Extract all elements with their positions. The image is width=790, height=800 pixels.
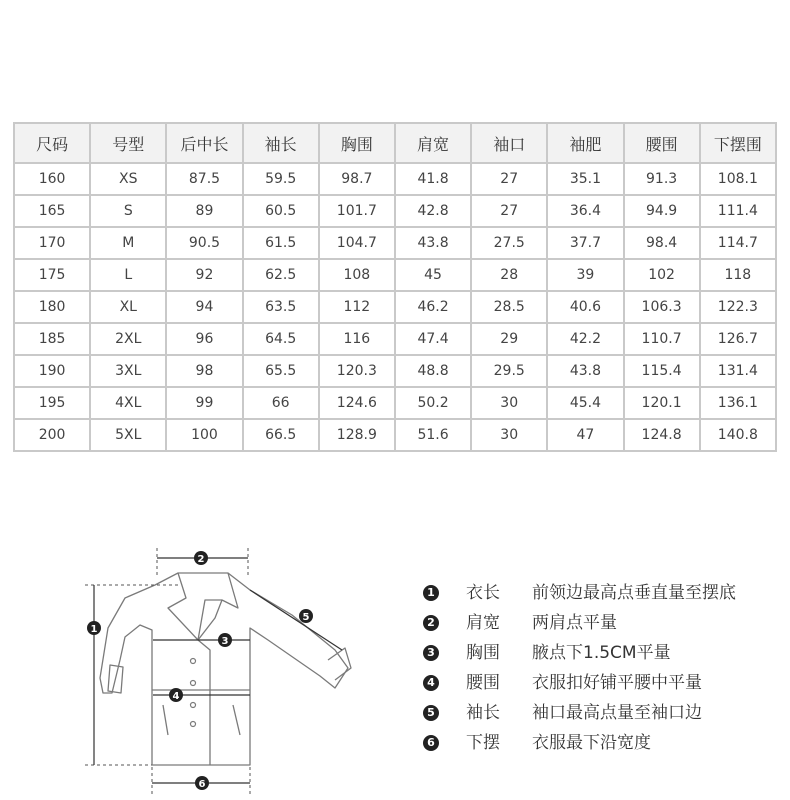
table-cell: 115.4 [624,355,700,387]
header-cell: 袖口 [471,123,547,163]
legend-number: 5 [423,705,439,721]
table-cell: 59.5 [243,163,319,195]
table-cell: 124.6 [319,387,395,419]
legend-term: 衣长 [466,583,500,603]
table-cell: 136.1 [700,387,776,419]
header-cell: 腰围 [624,123,700,163]
table-row [14,419,776,451]
table-cell: 87.5 [166,163,242,195]
table-cell: XL [90,291,166,323]
table-cell: 180 [14,291,90,323]
legend-description: 衣服扣好铺平腰中平量 [532,673,702,693]
table-cell: 41.8 [395,163,471,195]
table-cell: 140.8 [700,419,776,451]
table-cell: 40.6 [547,291,623,323]
table-cell: 66 [243,387,319,419]
table-cell: 47 [547,419,623,451]
table-cell: 90.5 [166,227,242,259]
table-cell: 5XL [90,419,166,451]
table-cell: 60.5 [243,195,319,227]
table-cell: 61.5 [243,227,319,259]
header-cell: 后中长 [166,123,242,163]
table-cell: XS [90,163,166,195]
table-cell: 165 [14,195,90,227]
table-cell: 124.8 [624,419,700,451]
table-cell: 45 [395,259,471,291]
table-cell: 39 [547,259,623,291]
table-cell: 99 [166,387,242,419]
table-cell: 190 [14,355,90,387]
table-cell: 96 [166,323,242,355]
table-cell: 45.4 [547,387,623,419]
table-cell: 185 [14,323,90,355]
table-row [14,355,776,387]
table-cell: 92 [166,259,242,291]
marker-5: 5 [302,612,310,623]
table-row [14,323,776,355]
table-cell: 28.5 [471,291,547,323]
legend-description: 袖口最高点量至袖口边 [532,703,702,723]
header-cell: 尺码 [14,123,90,163]
table-cell: 98.7 [319,163,395,195]
legend-term: 下摆 [466,733,500,753]
legend-description: 前领边最高点垂直量至摆底 [532,583,736,603]
header-cell: 下摆围 [700,123,776,163]
table-cell: 104.7 [319,227,395,259]
table-row [14,163,776,195]
legend-number: 6 [423,735,439,751]
table-cell: 62.5 [243,259,319,291]
table-cell: 126.7 [700,323,776,355]
coat-collar [168,573,238,640]
marker-1: 1 [90,624,98,635]
table-cell: 89 [166,195,242,227]
table-cell: 91.3 [624,163,700,195]
table-cell: 175 [14,259,90,291]
table-row [14,227,776,259]
marker-3: 3 [221,636,229,647]
table-cell: 37.7 [547,227,623,259]
table-cell: 46.2 [395,291,471,323]
table-cell: 128.9 [319,419,395,451]
table-cell: 112 [319,291,395,323]
table-cell: 120.3 [319,355,395,387]
legend-number: 2 [423,615,439,631]
legend-term: 袖长 [466,703,500,723]
table-row [14,195,776,227]
table-cell: M [90,227,166,259]
size-table [13,122,777,452]
legend-description: 腋点下1.5CM平量 [532,643,671,663]
table-cell: 102 [624,259,700,291]
table-cell: 42.2 [547,323,623,355]
table-cell: 101.7 [319,195,395,227]
coat-outline [100,573,348,765]
header-cell: 胸围 [319,123,395,163]
table-cell: 106.3 [624,291,700,323]
table-cell: 200 [14,419,90,451]
table-cell: 122.3 [700,291,776,323]
table-cell: 35.1 [547,163,623,195]
table-cell: 27.5 [471,227,547,259]
table-cell: 98 [166,355,242,387]
table-cell: 64.5 [243,323,319,355]
table-cell: 48.8 [395,355,471,387]
table-cell: 30 [471,387,547,419]
table-cell: 3XL [90,355,166,387]
table-cell: 160 [14,163,90,195]
table-cell: 43.8 [547,355,623,387]
table-cell: 118 [700,259,776,291]
table-cell: 50.2 [395,387,471,419]
coat-measurement-diagram [70,540,370,795]
table-cell: 110.7 [624,323,700,355]
table-cell: L [90,259,166,291]
legend-number: 1 [423,585,439,601]
header-cell: 袖长 [243,123,319,163]
header-cell: 袖肥 [547,123,623,163]
table-cell: 94.9 [624,195,700,227]
legend-number: 4 [423,675,439,691]
table-cell: 51.6 [395,419,471,451]
table-row [14,387,776,419]
marker-6: 6 [198,779,206,790]
table-cell: 43.8 [395,227,471,259]
legend-description: 衣服最下沿宽度 [532,733,651,753]
legend-number: 3 [423,645,439,661]
table-cell: 94 [166,291,242,323]
table-cell: 98.4 [624,227,700,259]
marker-2: 2 [197,554,205,565]
table-cell: 120.1 [624,387,700,419]
table-cell: 28 [471,259,547,291]
table-cell: 2XL [90,323,166,355]
table-cell: 65.5 [243,355,319,387]
table-row [14,259,776,291]
sleeve-line [250,590,342,650]
table-cell: 100 [166,419,242,451]
table-cell: 116 [319,323,395,355]
table-cell: 63.5 [243,291,319,323]
header-cell: 肩宽 [395,123,471,163]
table-cell: 29.5 [471,355,547,387]
table-cell: 29 [471,323,547,355]
header-cell: 号型 [90,123,166,163]
table-cell: S [90,195,166,227]
legend-term: 腰围 [466,673,500,693]
table-cell: 42.8 [395,195,471,227]
table-cell: 27 [471,163,547,195]
table-cell: 108.1 [700,163,776,195]
size-table-header-row [14,123,776,163]
table-cell: 195 [14,387,90,419]
table-cell: 4XL [90,387,166,419]
table-cell: 36.4 [547,195,623,227]
table-cell: 27 [471,195,547,227]
table-cell: 47.4 [395,323,471,355]
table-cell: 108 [319,259,395,291]
table-cell: 30 [471,419,547,451]
table-cell: 66.5 [243,419,319,451]
legend-term: 肩宽 [466,613,500,633]
marker-4: 4 [172,691,180,702]
table-cell: 131.4 [700,355,776,387]
size-table-body [14,163,776,451]
table-cell: 170 [14,227,90,259]
table-cell: 114.7 [700,227,776,259]
legend-description: 两肩点平量 [532,613,617,633]
table-row [14,291,776,323]
table-cell: 111.4 [700,195,776,227]
legend-term: 胸围 [466,643,500,663]
